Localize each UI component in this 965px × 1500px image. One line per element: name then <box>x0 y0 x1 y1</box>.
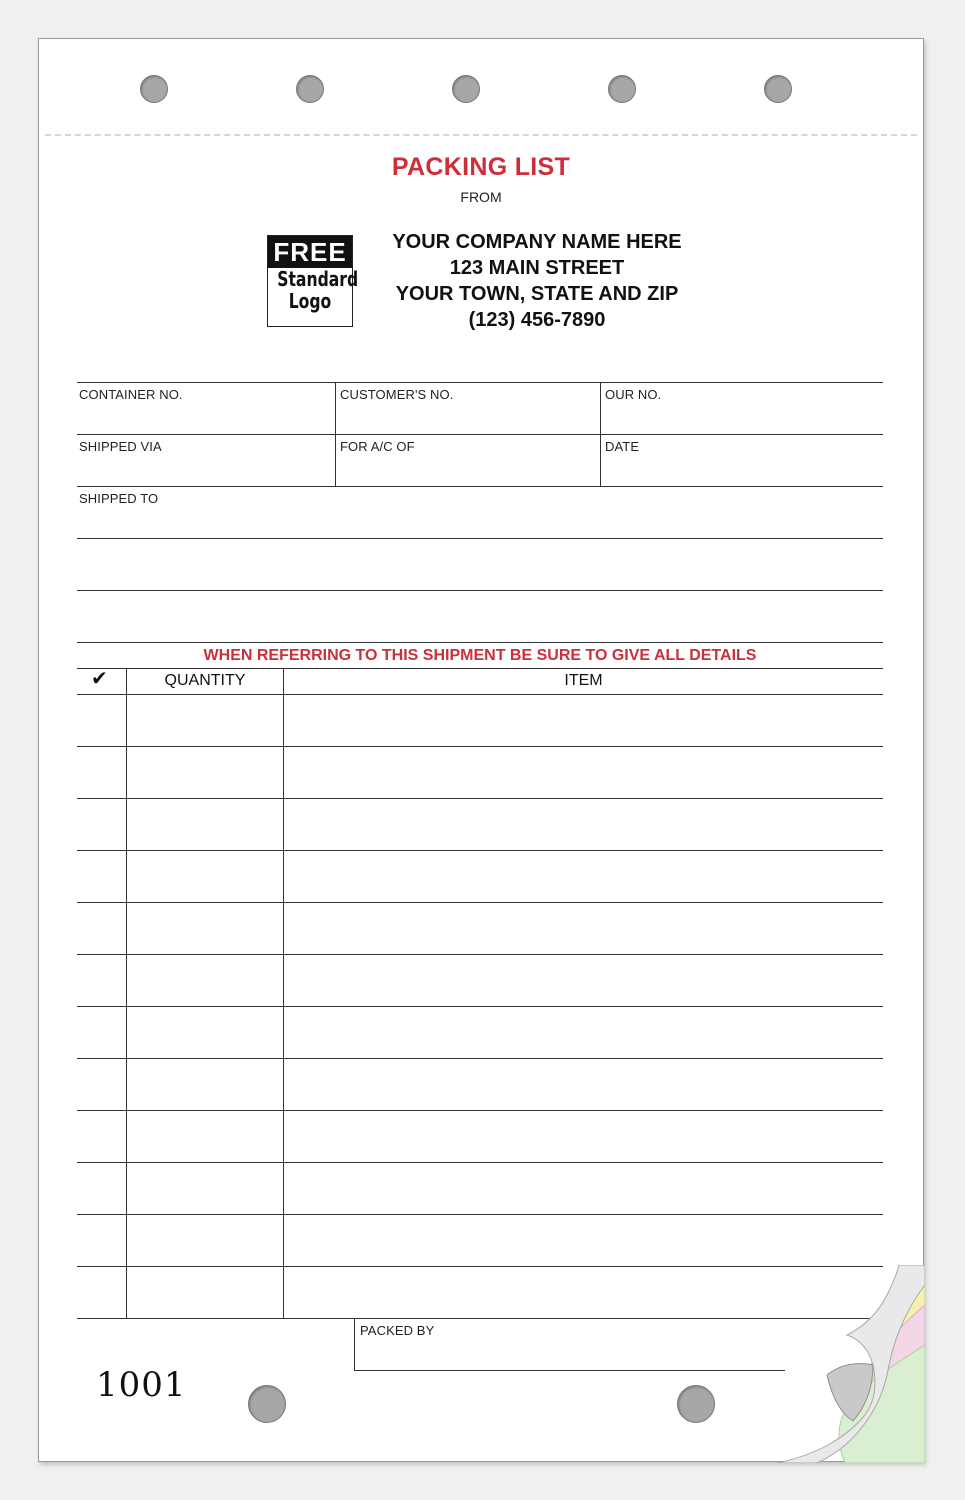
item-column-header: ITEM <box>564 672 603 689</box>
table-row[interactable] <box>77 1110 883 1162</box>
table-row[interactable] <box>77 1214 883 1266</box>
shipment-notice: WHEN REFERRING TO THIS SHIPMENT BE SURE TO GIVE ALL DETAILS <box>203 647 757 664</box>
shipped-to-field[interactable]: SHIPPED TO <box>79 491 159 506</box>
table-row[interactable] <box>77 746 883 798</box>
binder-hole <box>608 75 636 103</box>
binder-hole <box>296 75 324 103</box>
company-phone: (123) 456-7890 <box>468 309 606 331</box>
form-number: 1001 <box>96 1365 187 1405</box>
perforation-line <box>45 134 917 136</box>
table-row[interactable] <box>77 798 883 850</box>
company-name: YOUR COMPANY NAME HERE <box>392 231 682 253</box>
check-column-header: ✔ <box>91 668 108 690</box>
shipment-fields <box>77 382 883 642</box>
date-field[interactable]: DATE <box>605 439 640 454</box>
form-title: PACKING LIST <box>391 153 571 181</box>
table-row[interactable] <box>77 850 883 902</box>
quantity-column-header: QUANTITY <box>164 672 246 689</box>
table-row[interactable] <box>77 694 883 746</box>
binder-hole <box>452 75 480 103</box>
table-row[interactable] <box>77 1266 883 1318</box>
binder-hole <box>140 75 168 103</box>
company-block <box>359 229 715 333</box>
packed-by-field[interactable] <box>354 1318 785 1371</box>
items-table-body <box>77 694 883 1318</box>
company-city-state-zip: YOUR TOWN, STATE AND ZIP <box>395 283 679 305</box>
logo-standard-text: Standard <box>277 267 359 291</box>
packed-by-label: PACKED BY <box>360 1323 435 1338</box>
table-row[interactable] <box>77 902 883 954</box>
our-no-field[interactable]: OUR NO. <box>605 387 662 402</box>
company-street: 123 MAIN STREET <box>449 257 625 279</box>
binder-hole <box>248 1385 286 1423</box>
binder-hole <box>764 75 792 103</box>
binder-hole <box>677 1385 715 1423</box>
logo-free-text: FREE <box>268 236 352 268</box>
customers-no-field[interactable]: CUSTOMER'S NO. <box>340 387 454 402</box>
packing-list-form <box>38 38 924 1462</box>
logo-placeholder <box>267 235 359 327</box>
table-row[interactable] <box>77 954 883 1006</box>
shipped-via-field[interactable]: SHIPPED VIA <box>79 439 162 454</box>
items-table <box>77 668 883 1318</box>
table-row[interactable] <box>77 1058 883 1110</box>
from-label: FROM <box>460 189 502 205</box>
for-ac-of-field[interactable]: FOR A/C OF <box>340 439 415 454</box>
page-curl-carbon-copies <box>777 1265 925 1463</box>
logo-logo-text: Logo <box>288 289 332 313</box>
table-row[interactable] <box>77 1006 883 1058</box>
container-no-field[interactable]: CONTAINER NO. <box>79 387 183 402</box>
table-row[interactable] <box>77 1162 883 1214</box>
